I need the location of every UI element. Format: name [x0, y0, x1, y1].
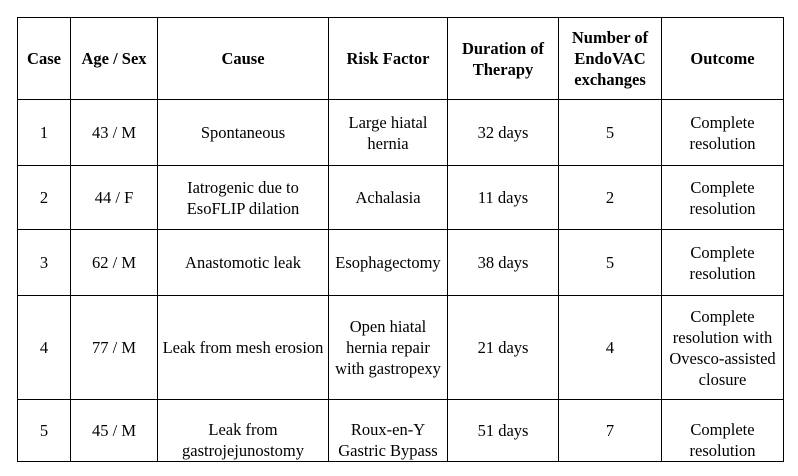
case-table — [17, 17, 784, 462]
table-row — [18, 230, 784, 296]
table-row — [18, 400, 784, 462]
cell-case: 3 — [18, 230, 71, 296]
cell-risk-factor: Achalasia — [329, 166, 448, 230]
cell-age-sex: 45 / M — [71, 400, 158, 462]
cell-risk-factor: Open hiatal hernia repair with gastropexy — [329, 296, 448, 400]
header-risk-factor: Risk Factor — [329, 18, 448, 100]
cell-duration: 51 days — [448, 400, 559, 462]
cell-exchanges: 5 — [559, 230, 662, 296]
cell-cause: Leak from gastrojejunostomy — [158, 400, 329, 462]
cell-age-sex: 43 / M — [71, 100, 158, 166]
cell-cause: Spontaneous — [158, 100, 329, 166]
cell-age-sex: 77 / M — [71, 296, 158, 400]
table-row — [18, 100, 784, 166]
cell-outcome: Complete resolution — [662, 166, 784, 230]
cell-case: 1 — [18, 100, 71, 166]
cell-duration: 38 days — [448, 230, 559, 296]
cell-outcome: Complete resolution — [662, 230, 784, 296]
cell-exchanges: 4 — [559, 296, 662, 400]
cell-case: 5 — [18, 400, 71, 462]
table-row — [18, 166, 784, 230]
header-case: Case — [18, 18, 71, 100]
cell-case: 4 — [18, 296, 71, 400]
cell-risk-factor: Roux-en-Y Gastric Bypass — [329, 400, 448, 462]
header-duration: Duration of Therapy — [448, 18, 559, 100]
cell-outcome: Complete resolution — [662, 100, 784, 166]
header-cause: Cause — [158, 18, 329, 100]
cell-case: 2 — [18, 166, 71, 230]
cell-outcome: Complete resolution with Ovesco-assisted closure — [662, 296, 784, 400]
cell-outcome: Complete resolution — [662, 400, 784, 462]
table-row — [18, 296, 784, 400]
cell-duration: 32 days — [448, 100, 559, 166]
cell-exchanges: 7 — [559, 400, 662, 462]
cell-age-sex: 62 / M — [71, 230, 158, 296]
cell-cause: Anastomotic leak — [158, 230, 329, 296]
header-outcome: Outcome — [662, 18, 784, 100]
cell-risk-factor: Esophagectomy — [329, 230, 448, 296]
cell-cause: Iatrogenic due to EsoFLIP dilation — [158, 166, 329, 230]
cell-risk-factor: Large hiatal hernia — [329, 100, 448, 166]
cell-cause: Leak from mesh erosion — [158, 296, 329, 400]
header-age-sex: Age / Sex — [71, 18, 158, 100]
cell-exchanges: 2 — [559, 166, 662, 230]
cell-exchanges: 5 — [559, 100, 662, 166]
cell-duration: 21 days — [448, 296, 559, 400]
header-row — [18, 18, 784, 100]
header-exchanges: Number of EndoVAC exchanges — [559, 18, 662, 100]
cell-age-sex: 44 / F — [71, 166, 158, 230]
cell-duration: 11 days — [448, 166, 559, 230]
